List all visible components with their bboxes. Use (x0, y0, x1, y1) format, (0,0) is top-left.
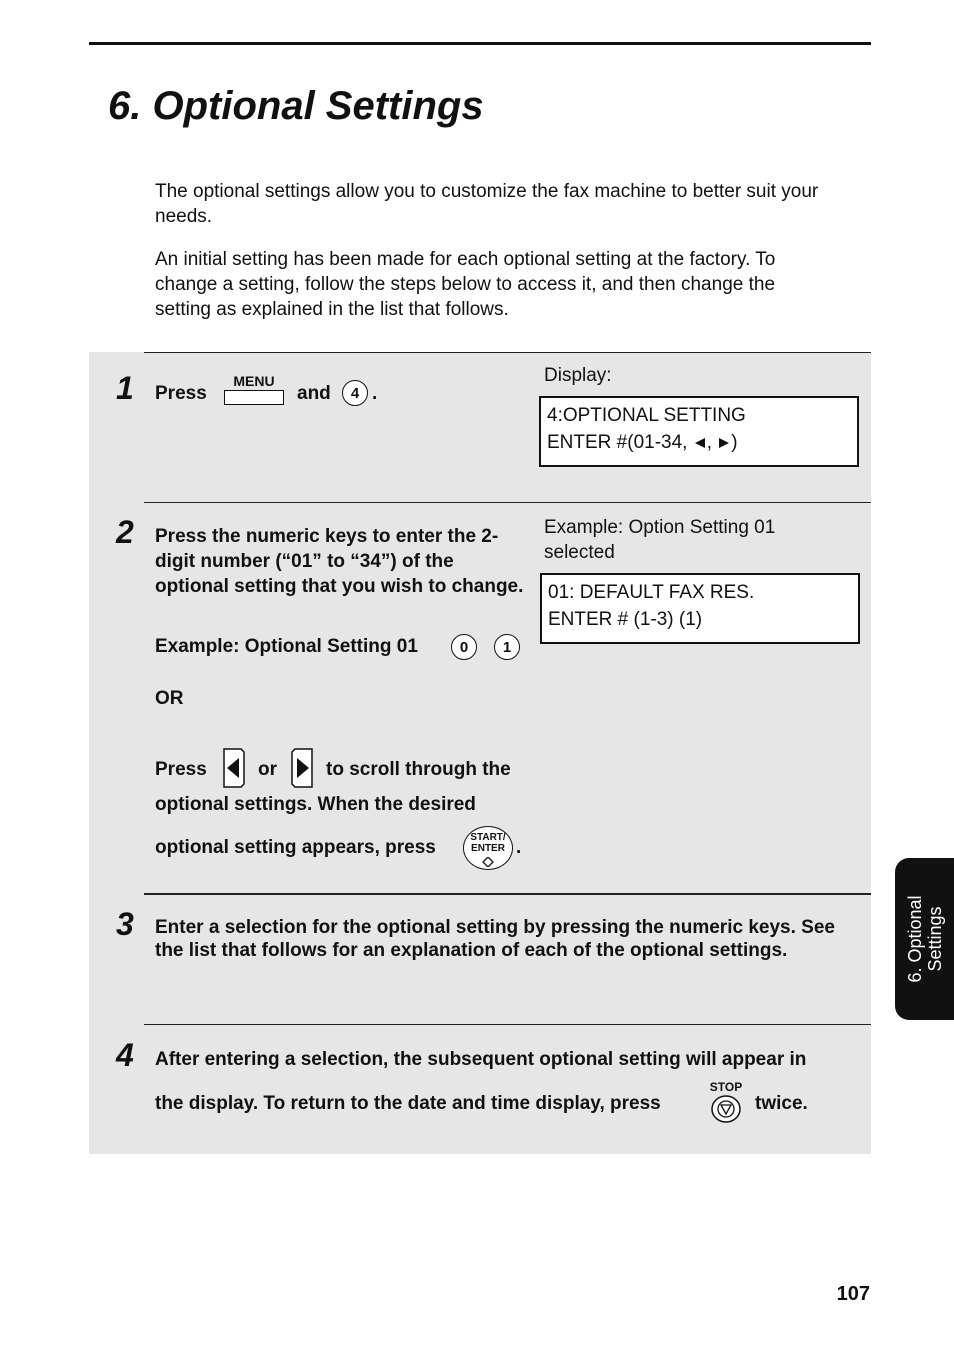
chapter-tab (895, 858, 954, 1020)
left-arrow-icon (693, 437, 707, 449)
step2-line3: optional setting appears, press (155, 837, 436, 858)
stop-icon (710, 1094, 742, 1124)
start-key-label-2: ENTER (471, 843, 505, 854)
lcd2-line1: 01: DEFAULT FAX RES. (548, 582, 755, 603)
step4-twice: twice. (755, 1093, 808, 1114)
right-arrow-icon (717, 437, 731, 449)
step2-example-text: Example: Optional Setting 01 (155, 636, 418, 657)
lcd-display-2 (540, 573, 860, 644)
chapter-tab-line2: Settings (924, 906, 945, 972)
intro-paragraph-1: The optional settings allow you to customize the fax machine to better suit your needs. (155, 181, 819, 227)
right-scroll-key-icon (289, 746, 315, 790)
step3-instruction: Enter a selection for the optional setting by pressing the numeric keys. See the list that follows for an explanation of each of the optional settings. (155, 917, 835, 961)
step-number-2: 2 (116, 514, 134, 550)
step-separator (144, 1024, 871, 1025)
step-separator (144, 352, 871, 353)
step-separator (144, 502, 871, 503)
step2-or-small: or (258, 759, 277, 780)
step2-instruction: Press the numeric keys to enter the 2-digit number (“01” to “34”) of the optional setting that you wish to change. (155, 526, 524, 597)
lcd2-line2: ENTER # (1-3) (1) (548, 609, 703, 630)
page-number: 107 (836, 1283, 870, 1305)
step1-and-text: and (297, 383, 331, 404)
step2-period: . (516, 837, 522, 858)
step1-period: . (372, 383, 378, 404)
top-rule (89, 42, 871, 45)
lcd-display-1 (539, 396, 859, 467)
menu-key-label: MENU (233, 373, 275, 389)
step2-or-text: OR (155, 688, 184, 709)
lcd1-line1: 4:OPTIONAL SETTING (547, 405, 746, 426)
menu-key-icon (224, 390, 284, 405)
lcd1-line2: ENTER #(01-34, , ) (547, 432, 738, 453)
key-4-icon: 4 (342, 380, 368, 406)
step-number-4: 4 (116, 1037, 134, 1073)
step-number-3: 3 (116, 906, 134, 942)
example-label: Example: Option Setting 01 selected (544, 517, 776, 563)
step2-press-text: Press (155, 759, 207, 780)
menu-key (224, 373, 284, 407)
step2-line2: optional settings. When the desired (155, 794, 476, 815)
step-separator (144, 893, 871, 895)
step-number-1: 1 (116, 370, 134, 406)
intro-paragraph-2: An initial setting has been made for each optional setting at the factory. To change a setting, follow the steps below to access it, and then change the setting as explained in the list that follows. (155, 249, 776, 320)
lcd1-line2-prefix: ENTER #(01-34, (547, 432, 688, 453)
stop-key (706, 1080, 746, 1129)
chapter-tab-line1: 6. Optional (904, 895, 925, 983)
key-1-icon: 1 (494, 634, 520, 660)
chapter-tab-label (905, 895, 945, 982)
diamond-icon (482, 857, 494, 867)
step4-line2: the display. To return to the date and time display, press (155, 1093, 661, 1114)
stop-key-label: STOP (709, 1080, 743, 1094)
start-enter-key-icon (463, 826, 513, 870)
steps-panel (89, 352, 871, 1154)
step4-line1: After entering a selection, the subsequent optional setting will appear in (155, 1049, 807, 1070)
page-title: 6. Optional Settings (108, 84, 484, 128)
left-scroll-key-icon (221, 746, 247, 790)
key-0-icon: 0 (451, 634, 477, 660)
step2-scroll-text: to scroll through the (326, 759, 511, 780)
display-label: Display: (544, 365, 612, 386)
start-key-label-1: START/ (470, 832, 506, 843)
step1-press-text: Press (155, 383, 207, 404)
lcd1-line2-suffix: ) (731, 432, 738, 453)
